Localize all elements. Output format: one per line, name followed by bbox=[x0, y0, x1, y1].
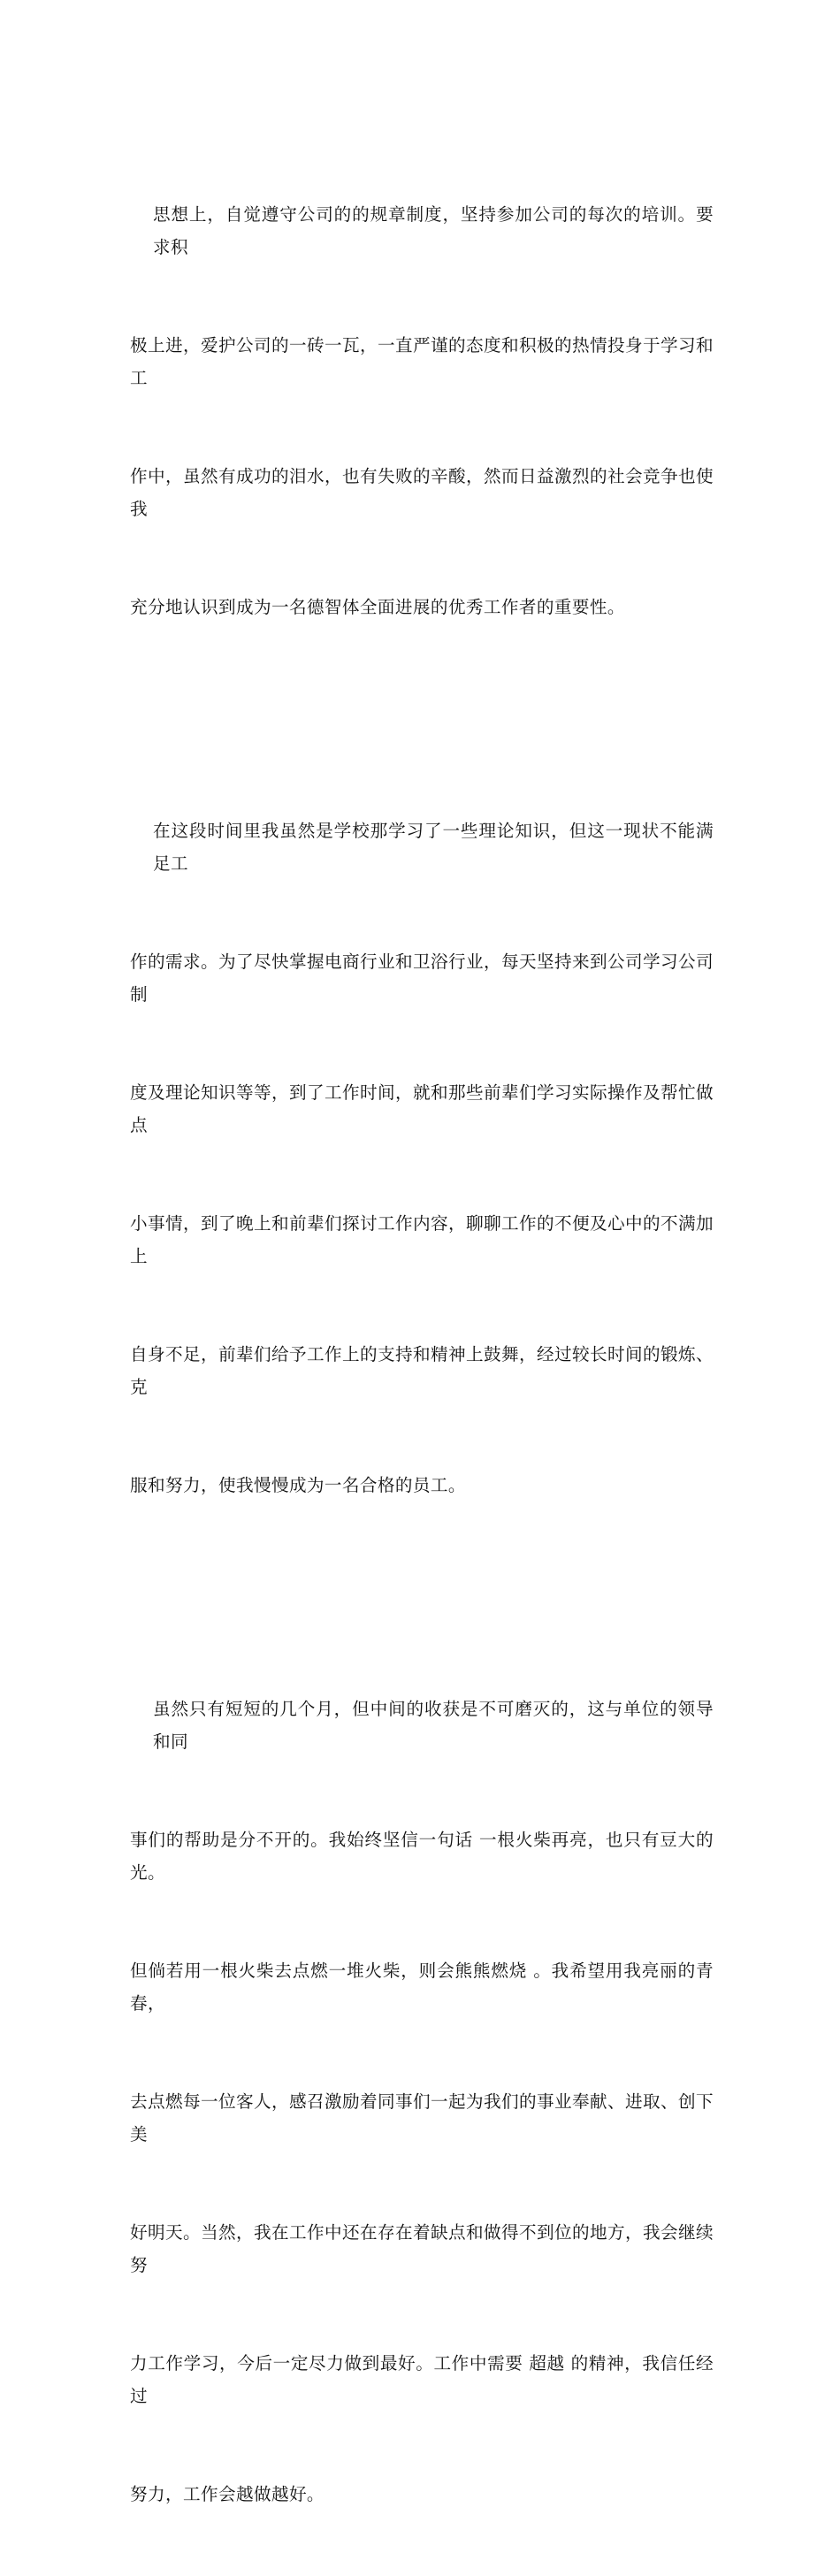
paragraph-2-line: 服和努力，使我慢慢成为一名合格的员工。 bbox=[130, 1475, 466, 1495]
paragraph-3-line: 事们的帮助是分不开的。我始终坚信一句话 一根火柴再亮，也只有豆大的光。 bbox=[130, 1830, 714, 1883]
paragraph-1-line: 作中，虽然有成功的泪水，也有失败的辛酸，然而日益激烈的社会竞争也使我 bbox=[130, 466, 714, 519]
paragraph-1 bbox=[130, 133, 714, 689]
paragraph-3-line: 但倘若用一根火柴去点燃一堆火柴，则会熊熊燃烧 。我希望用我亮丽的青春， bbox=[130, 1961, 714, 2014]
paragraph-3 bbox=[130, 1627, 714, 2576]
paragraph-2-line: 小事情，到了晚上和前辈们探讨工作内容，聊聊工作的不便及心中的不满加上 bbox=[130, 1213, 714, 1266]
paragraph-1-line: 极上进，爱护公司的一砖一瓦，一直严谨的态度和积极的热情投身于学习和工 bbox=[130, 335, 714, 388]
paragraph-3-line: 努力，工作会越做越好。 bbox=[130, 2484, 325, 2504]
paragraph-2 bbox=[130, 749, 714, 1567]
paragraph-2-line: 作的需求。为了尽快掌握电商行业和卫浴行业，每天坚持来到公司学习公司制 bbox=[130, 952, 714, 1005]
paragraph-2-line: 自身不足，前辈们给予工作上的支持和精神上鼓舞，经过较长时间的锻炼、克 bbox=[130, 1344, 714, 1397]
document-body bbox=[130, 133, 714, 2576]
paragraph-2-line: 在这段时间里我虽然是学校那学习了一些理论知识，但这一现状不能满足工 bbox=[153, 821, 714, 874]
paragraph-1-line: 思想上，自觉遵守公司的的规章制度，坚持参加公司的每次的培训。要求积 bbox=[153, 204, 714, 257]
paragraph-3-line: 去点燃每一位客人，感召激励着同事们一起为我们的事业奉献、进取、创下美 bbox=[130, 2091, 714, 2144]
paragraph-2-line: 度及理论知识等等，到了工作时间，就和那些前辈们学习实际操作及帮忙做点 bbox=[130, 1082, 714, 1135]
paragraph-3-line: 好明天。当然，我在工作中还在存在着缺点和做得不到位的地方，我会继续努 bbox=[130, 2222, 714, 2275]
paragraph-spacer bbox=[130, 689, 714, 749]
paragraph-3-line: 力工作学习，今后一定尽力做到最好。工作中需要 超越 的精神，我信任经过 bbox=[130, 2353, 714, 2406]
paragraph-3-line: 虽然只有短短的几个月，但中间的收获是不可磨灭的，这与单位的领导和同 bbox=[153, 1699, 714, 1752]
paragraph-spacer bbox=[130, 1567, 714, 1627]
paragraph-1-line: 充分地认识到成为一名德智体全面进展的优秀工作者的重要性。 bbox=[130, 597, 625, 617]
